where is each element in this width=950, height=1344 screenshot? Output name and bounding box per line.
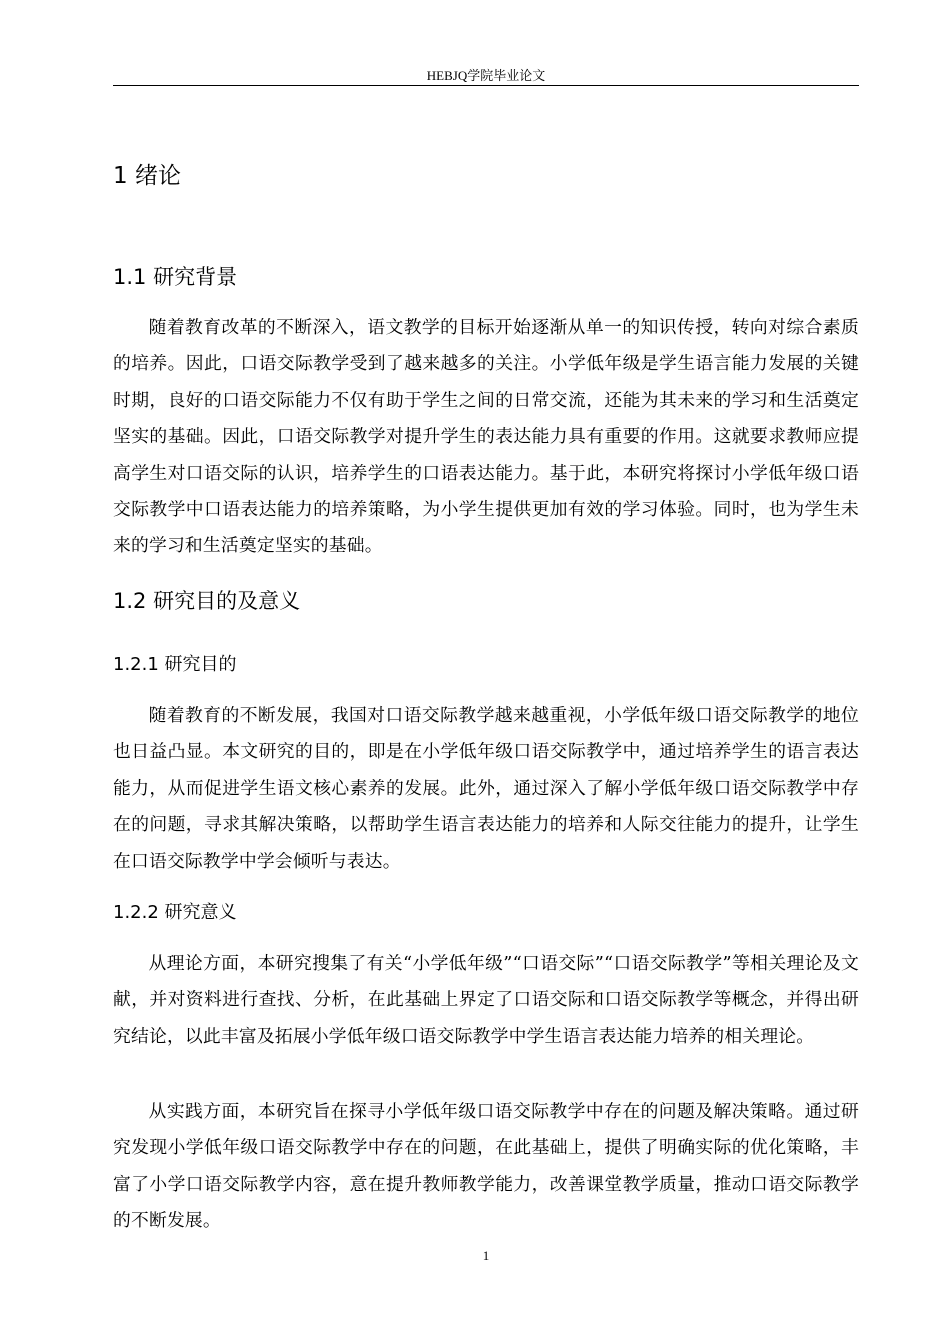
paragraph-theoretical-significance: 从理论方面，本研究搜集了有关“小学低年级”“口语交际”“口语交际教学”等相关理论及文献，并对资料进行查找、分析，在此基础上界定了口语交际和口语交际教学等概念，并得出研究结论，以此丰富及拓展小学低年级口语交际教学中学生语言表达能力培养的相关理论。	[113, 953, 859, 1047]
paragraph-research-background: 随着教育改革的不断深入，语文教学的目标开始逐渐从单一的知识传授，转向对综合素质的培养。因此，口语交际教学受到了越来越多的关注。小学低年级是学生语言能力发展的关键时期，良好的口语交际能力不仅有助于学生之间的日常交流，还能为其未来的学习和生活奠定坚实的基础。因此，口语交际教学对提升学生的表达能力具有重要的作用。这就要求教师应提高学生对口语交际的认识，培养学生的口语表达能力。基于此，本研究将探讨小学低年级口语交际教学中口语表达能力的培养策略，为小学生提供更加有效的学习体验。同时，也为学生未来的学习和生活奠定坚实的基础。	[113, 317, 859, 557]
chapter-title: 1 绪论	[113, 163, 181, 189]
subsection-heading-1-2-2: 1.2.2 研究意义	[113, 902, 237, 923]
section-heading-1-2: 1.2 研究目的及意义	[113, 589, 301, 613]
paragraph-research-purpose: 随着教育的不断发展，我国对口语交际教学越来越重视，小学低年级口语交际教学的地位也日益凸显。本文研究的目的，即是在小学低年级口语交际教学中，通过培养学生的语言表达能力，从而促进学生语文核心素养的发展。此外，通过深入了解小学低年级口语交际教学中存在的问题，寻求其解决策略，以帮助学生语言表达能力的培养和人际交往能力的提升，让学生在口语交际教学中学会倾听与表达。	[113, 705, 859, 872]
header-divider	[113, 85, 859, 86]
section-heading-1-1: 1.1 研究背景	[113, 265, 238, 289]
page-number: 1	[482, 1248, 490, 1263]
paragraph-practical-significance: 从实践方面，本研究旨在探寻小学低年级口语交际教学中存在的问题及解决策略。通过研究发现小学低年级口语交际教学中存在的问题，在此基础上，提供了明确实际的优化策略，丰富了小学口语交际教学内容，意在提升教师教学能力，改善课堂教学质量，推动口语交际教学的不断发展。	[113, 1101, 859, 1232]
subsection-heading-1-2-1: 1.2.1 研究目的	[113, 654, 237, 675]
running-header: HEBJQ学院毕业论文	[426, 68, 546, 83]
